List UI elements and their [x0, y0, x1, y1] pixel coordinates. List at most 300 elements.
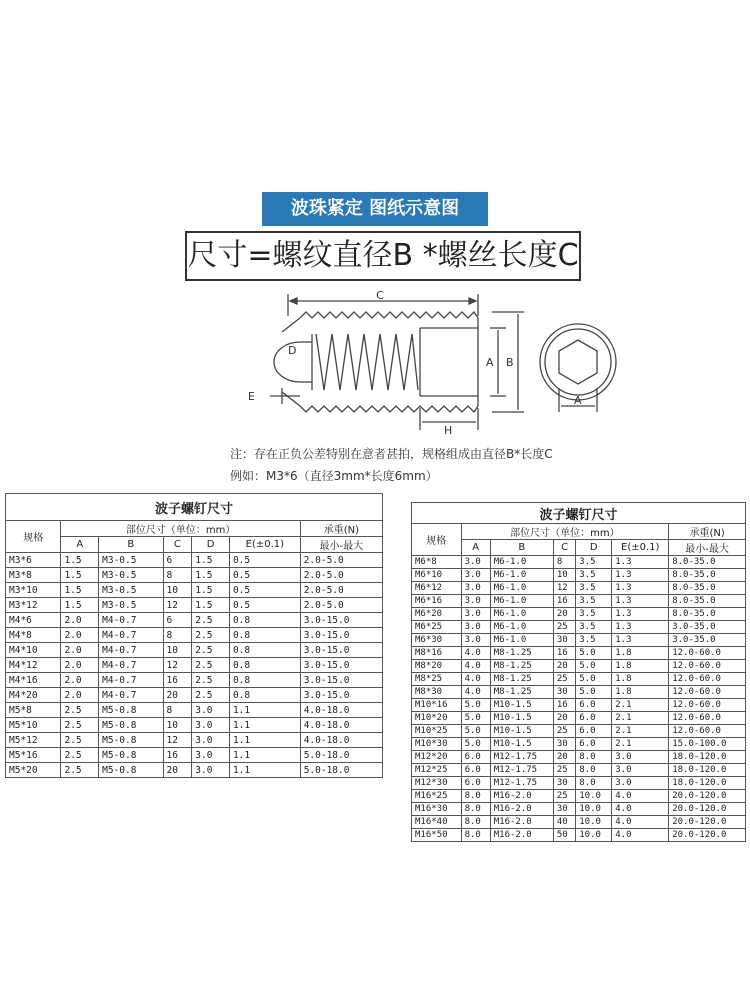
table-cell: 25	[553, 725, 575, 738]
table-cell: M8*20	[412, 660, 462, 673]
table-cell: M5-0.8	[99, 718, 163, 733]
table-cell: 20	[163, 688, 192, 703]
table-cell: 5.0	[461, 738, 490, 751]
table-cell: 0.8	[229, 673, 300, 688]
table-cell: M10*30	[412, 738, 462, 751]
table-cell: 0.8	[229, 628, 300, 643]
label-h: H	[444, 424, 453, 437]
table-cell: 2.0-5.0	[300, 553, 382, 568]
table-row	[6, 763, 383, 778]
table-cell: M4*10	[6, 643, 61, 658]
table-cell: 8.0	[576, 764, 612, 777]
table-cell: 2.5	[61, 748, 99, 763]
spec-table-right	[411, 502, 746, 842]
table-cell: 0.8	[229, 688, 300, 703]
table-cell: 1.8	[612, 686, 669, 699]
table-cell: 8	[163, 703, 192, 718]
table-cell: 15.0-100.0	[669, 738, 746, 751]
table-cell: 0.8	[229, 658, 300, 673]
table-cell: M16-2.0	[490, 790, 553, 803]
table-row	[412, 608, 746, 621]
table-cell: 8	[163, 628, 192, 643]
table-cell: 40	[553, 816, 575, 829]
table-cell: 3.0	[461, 634, 490, 647]
table-cell: M6*8	[412, 556, 462, 569]
note-line-1: 注：存在正负公差特别在意者甚拍，规格组成由直径B*长度C	[230, 447, 553, 461]
table-row	[412, 725, 746, 738]
table-cell: M16*30	[412, 803, 462, 816]
header-spec: 规格	[412, 524, 462, 556]
table-cell: 12.0-60.0	[669, 686, 746, 699]
table-row	[6, 688, 383, 703]
table-cell: 8.0	[461, 790, 490, 803]
size-formula: 尺寸=螺纹直径B *螺丝长度C	[185, 231, 581, 281]
table-cell: 2.5	[61, 733, 99, 748]
table-cell: 10.0	[576, 829, 612, 842]
table-row	[412, 829, 746, 842]
table-cell: 50	[553, 829, 575, 842]
table-cell: 5.0	[576, 686, 612, 699]
table-cell: M4-0.7	[99, 673, 163, 688]
table-cell: M3-0.5	[99, 598, 163, 613]
table-cell: 3.0	[192, 703, 230, 718]
table-cell: 3.5	[576, 556, 612, 569]
table-cell: M8-1.25	[490, 660, 553, 673]
table-cell: 8.0	[461, 803, 490, 816]
table-cell: M10*25	[412, 725, 462, 738]
table-cell: 25	[553, 790, 575, 803]
table-cell: M6-1.0	[490, 582, 553, 595]
header-group: 部位尺寸（单位：mm）	[61, 521, 300, 537]
table-row	[412, 621, 746, 634]
table-cell: M4-0.7	[99, 628, 163, 643]
table-row	[6, 703, 383, 718]
table-row	[412, 803, 746, 816]
table-cell: 2.5	[61, 703, 99, 718]
column-header: A	[461, 540, 490, 556]
table-cell: 2.5	[192, 658, 230, 673]
table-cell: 4.0	[461, 686, 490, 699]
table-row	[412, 712, 746, 725]
table-cell: 10.0	[576, 803, 612, 816]
table-cell: M10*16	[412, 699, 462, 712]
table-cell: 1.3	[612, 634, 669, 647]
table-cell: 12	[163, 598, 192, 613]
table-cell: 30	[553, 686, 575, 699]
table-cell: 1.3	[612, 621, 669, 634]
table-cell: M12*30	[412, 777, 462, 790]
table-cell: 12.0-60.0	[669, 660, 746, 673]
table-cell: 20.0-120.0	[669, 803, 746, 816]
table-cell: M16-2.0	[490, 803, 553, 816]
table-row	[6, 553, 383, 568]
table-cell: 8	[553, 556, 575, 569]
table-cell: M4*12	[6, 658, 61, 673]
column-header: B	[490, 540, 553, 556]
table-cell: 6.0	[576, 725, 612, 738]
table-cell: 0.5	[229, 583, 300, 598]
table-cell: 3.0-35.0	[669, 621, 746, 634]
column-header: E(±0.1)	[612, 540, 669, 556]
table-cell: M6*12	[412, 582, 462, 595]
table-cell: 12.0-60.0	[669, 725, 746, 738]
table-cell: 1.1	[229, 703, 300, 718]
table-cell: 20	[553, 608, 575, 621]
table-cell: 20	[553, 660, 575, 673]
table-cell: 8.0	[461, 816, 490, 829]
table-cell: 3.0	[612, 777, 669, 790]
table-cell: 8.0-35.0	[669, 569, 746, 582]
table-cell: 8.0-35.0	[669, 582, 746, 595]
table-cell: 6.0	[461, 777, 490, 790]
table-cell: 2.0-5.0	[300, 583, 382, 598]
table-cell: 16	[553, 699, 575, 712]
table-cell: M8-1.25	[490, 673, 553, 686]
table-cell: M16*40	[412, 816, 462, 829]
table-cell: 2.5	[192, 613, 230, 628]
table-cell: M6-1.0	[490, 595, 553, 608]
table-cell: 1.8	[612, 660, 669, 673]
table-cell: 10	[163, 718, 192, 733]
column-header: C	[163, 537, 192, 553]
table-cell: M8-1.25	[490, 647, 553, 660]
table-cell: 2.1	[612, 699, 669, 712]
table-cell: 3.0	[192, 733, 230, 748]
table-cell: M6-1.0	[490, 634, 553, 647]
table-cell: 6	[163, 613, 192, 628]
table-cell: 1.5	[61, 598, 99, 613]
table-cell: 1.5	[61, 583, 99, 598]
table-cell: 4.0	[612, 803, 669, 816]
table-cell: M10-1.5	[490, 699, 553, 712]
table-cell: 6.0	[576, 738, 612, 751]
table-cell: 6	[163, 553, 192, 568]
table-row	[412, 569, 746, 582]
table-cell: 3.0	[612, 764, 669, 777]
table-cell: M8*30	[412, 686, 462, 699]
table-cell: 6.0	[576, 699, 612, 712]
table-cell: 5.0-18.0	[300, 748, 382, 763]
table-cell: 2.5	[192, 628, 230, 643]
table-cell: 30	[553, 738, 575, 751]
table-cell: 12.0-60.0	[669, 647, 746, 660]
table-cell: 3.0-15.0	[300, 673, 382, 688]
table-row	[412, 790, 746, 803]
table-row	[412, 777, 746, 790]
table-cell: M6*30	[412, 634, 462, 647]
table-cell: 3.5	[576, 582, 612, 595]
table-cell: 2.0	[61, 643, 99, 658]
column-header: D	[576, 540, 612, 556]
table-cell: 0.5	[229, 553, 300, 568]
table-cell: M4*6	[6, 613, 61, 628]
table-cell: M4*8	[6, 628, 61, 643]
table-cell: 20	[163, 763, 192, 778]
table-cell: 1.1	[229, 733, 300, 748]
table-cell: 4.0-18.0	[300, 733, 382, 748]
table-cell: 25	[553, 621, 575, 634]
table-cell: 3.5	[576, 569, 612, 582]
table-row	[412, 816, 746, 829]
table-cell: 1.8	[612, 673, 669, 686]
table-cell: 20.0-120.0	[669, 790, 746, 803]
table-cell: M4-0.7	[99, 658, 163, 673]
table-row	[412, 764, 746, 777]
table-cell: 4.0-18.0	[300, 703, 382, 718]
table-cell: M12-1.75	[490, 764, 553, 777]
table-cell: M5-0.8	[99, 703, 163, 718]
label-b: B	[506, 356, 514, 369]
label-d: D	[288, 344, 297, 357]
table-cell: 20.0-120.0	[669, 816, 746, 829]
table-cell: M4-0.7	[99, 643, 163, 658]
table-cell: 5.0	[461, 699, 490, 712]
table-cell: 2.1	[612, 712, 669, 725]
table-cell: M3*8	[6, 568, 61, 583]
table-cell: 3.5	[576, 595, 612, 608]
table-cell: 8.0-35.0	[669, 556, 746, 569]
table-row	[6, 628, 383, 643]
table-cell: 3.5	[576, 634, 612, 647]
table-row	[6, 748, 383, 763]
table-cell: M5*16	[6, 748, 61, 763]
table-cell: M12-1.75	[490, 751, 553, 764]
note-line-2: 例如：M3*6（直径3mm*长度6mm）	[230, 469, 438, 483]
table-cell: 5.0	[461, 725, 490, 738]
table-row	[412, 686, 746, 699]
table-cell: 25	[553, 764, 575, 777]
table-cell: 4.0-18.0	[300, 718, 382, 733]
table-cell: 2.0	[61, 628, 99, 643]
table-cell: M5-0.8	[99, 763, 163, 778]
table-cell: 1.3	[612, 569, 669, 582]
table-cell: M16-2.0	[490, 829, 553, 842]
label-a-end: A	[574, 394, 582, 407]
table-cell: 8.0-35.0	[669, 595, 746, 608]
table-cell: 4.0	[612, 816, 669, 829]
table-cell: 0.8	[229, 613, 300, 628]
table-cell: 10	[163, 643, 192, 658]
spec-table-left	[5, 493, 383, 778]
table-cell: 18.0-120.0	[669, 764, 746, 777]
table-cell: 10	[163, 583, 192, 598]
table-cell: 18.0-120.0	[669, 751, 746, 764]
table-cell: 1.1	[229, 718, 300, 733]
table-cell: 2.0	[61, 658, 99, 673]
header-load: 承重(N)	[669, 524, 746, 540]
table-cell: M6*16	[412, 595, 462, 608]
table-cell: M6-1.0	[490, 556, 553, 569]
table-cell: M3-0.5	[99, 583, 163, 598]
table-row	[412, 751, 746, 764]
table-row	[6, 583, 383, 598]
header-spec: 规格	[6, 521, 61, 553]
table-cell: 2.0	[61, 673, 99, 688]
table-cell: 3.0-15.0	[300, 613, 382, 628]
table-row	[6, 613, 383, 628]
table-cell: M6*25	[412, 621, 462, 634]
table-row	[6, 658, 383, 673]
table-cell: 1.5	[192, 598, 230, 613]
table-cell: 1.1	[229, 763, 300, 778]
table-cell: M3-0.5	[99, 568, 163, 583]
table-row	[6, 568, 383, 583]
header-load: 承重(N)	[300, 521, 382, 537]
table-cell: 6.0	[576, 712, 612, 725]
table-cell: 4.0	[461, 673, 490, 686]
table-row	[412, 556, 746, 569]
table-cell: 1.1	[229, 748, 300, 763]
table-title: 波子螺钉尺寸	[412, 503, 746, 524]
table-cell: M12*20	[412, 751, 462, 764]
banner-title: 波珠紧定 图纸示意图	[262, 192, 488, 226]
table-cell: 12	[163, 658, 192, 673]
table-cell: 12.0-60.0	[669, 712, 746, 725]
table-cell: 0.8	[229, 643, 300, 658]
table-cell: M6*10	[412, 569, 462, 582]
table-cell: 1.5	[61, 553, 99, 568]
table-cell: 0.5	[229, 568, 300, 583]
table-row	[6, 718, 383, 733]
table-cell: 1.5	[192, 583, 230, 598]
table-row	[412, 738, 746, 751]
table-cell: 3.5	[576, 621, 612, 634]
table-row	[412, 582, 746, 595]
column-header: A	[61, 537, 99, 553]
table-cell: 18.0-120.0	[669, 777, 746, 790]
column-header: E(±0.1)	[229, 537, 300, 553]
table-cell: M10*20	[412, 712, 462, 725]
table-cell: M3-0.5	[99, 553, 163, 568]
table-cell: 12.0-60.0	[669, 673, 746, 686]
column-header: C	[553, 540, 575, 556]
table-cell: 4.0	[461, 660, 490, 673]
table-cell: 1.5	[192, 568, 230, 583]
table-cell: M5-0.8	[99, 748, 163, 763]
table-cell: M8*25	[412, 673, 462, 686]
table-cell: M12-1.75	[490, 777, 553, 790]
table-cell: M4*16	[6, 673, 61, 688]
table-cell: 3.0	[461, 569, 490, 582]
table-cell: 3.0	[461, 621, 490, 634]
label-a: A	[486, 356, 494, 369]
table-cell: M6-1.0	[490, 569, 553, 582]
table-cell: 1.8	[612, 647, 669, 660]
table-cell: 3.0	[461, 556, 490, 569]
table-cell: 1.3	[612, 595, 669, 608]
table-cell: M16*25	[412, 790, 462, 803]
table-cell: M10-1.5	[490, 712, 553, 725]
table-cell: 1.3	[612, 556, 669, 569]
table-cell: 20	[553, 751, 575, 764]
table-row	[412, 634, 746, 647]
table-cell: 5.0	[576, 660, 612, 673]
table-cell: 2.1	[612, 725, 669, 738]
table-cell: 12.0-60.0	[669, 699, 746, 712]
table-cell: 30	[553, 634, 575, 647]
table-cell: 3.0-35.0	[669, 634, 746, 647]
table-cell: M12*25	[412, 764, 462, 777]
table-cell: 2.0-5.0	[300, 568, 382, 583]
table-cell: 4.0	[612, 829, 669, 842]
table-cell: 12	[553, 582, 575, 595]
table-cell: 1.5	[192, 553, 230, 568]
table-cell: M3*10	[6, 583, 61, 598]
table-cell: 3.0	[461, 595, 490, 608]
table-cell: 3.0	[192, 718, 230, 733]
table-row	[6, 673, 383, 688]
table-cell: M16*50	[412, 829, 462, 842]
table-cell: 10.0	[576, 816, 612, 829]
table-cell: 1.3	[612, 582, 669, 595]
table-cell: 16	[553, 647, 575, 660]
table-cell: 6.0	[461, 751, 490, 764]
table-cell: 2.5	[192, 643, 230, 658]
table-cell: 30	[553, 803, 575, 816]
table-cell: M10-1.5	[490, 725, 553, 738]
table-row	[412, 647, 746, 660]
table-cell: 20	[553, 712, 575, 725]
table-cell: 2.1	[612, 738, 669, 751]
table-row	[412, 595, 746, 608]
table-cell: 8.0	[461, 829, 490, 842]
table-cell: 3.0-15.0	[300, 688, 382, 703]
table-cell: 8.0	[576, 751, 612, 764]
table-cell: 4.0	[612, 790, 669, 803]
label-e: E	[248, 390, 255, 403]
table-cell: 20.0-120.0	[669, 829, 746, 842]
table-cell: 6.0	[461, 764, 490, 777]
label-c: C	[376, 289, 384, 302]
table-cell: M6-1.0	[490, 608, 553, 621]
table-cell: 30	[553, 777, 575, 790]
table-cell: 3.0	[461, 608, 490, 621]
table-cell: 25	[553, 673, 575, 686]
column-header: D	[192, 537, 230, 553]
table-cell: 16	[163, 673, 192, 688]
table-cell: 2.5	[61, 718, 99, 733]
table-row	[412, 660, 746, 673]
table-cell: 5.0	[576, 673, 612, 686]
table-cell: M10-1.5	[490, 738, 553, 751]
table-cell: 2.0-5.0	[300, 598, 382, 613]
table-cell: 3.0	[192, 748, 230, 763]
technical-drawing	[230, 288, 630, 438]
table-cell: 4.0	[461, 647, 490, 660]
table-cell: 8	[163, 568, 192, 583]
table-cell: M5*8	[6, 703, 61, 718]
table-cell: 3.0-15.0	[300, 628, 382, 643]
table-cell: 10	[553, 569, 575, 582]
table-cell: 12	[163, 733, 192, 748]
table-cell: M5-0.8	[99, 733, 163, 748]
table-row	[6, 598, 383, 613]
table-cell: M4-0.7	[99, 613, 163, 628]
table-cell: M6-1.0	[490, 621, 553, 634]
table-cell: 3.0	[192, 763, 230, 778]
table-cell: 8.0	[576, 777, 612, 790]
table-cell: 16	[553, 595, 575, 608]
table-cell: 2.0	[61, 613, 99, 628]
table-row	[6, 643, 383, 658]
table-cell: M16-2.0	[490, 816, 553, 829]
table-cell: M4-0.7	[99, 688, 163, 703]
header-group: 部位尺寸（单位：mm）	[461, 524, 669, 540]
table-cell: 3.0-15.0	[300, 658, 382, 673]
column-header: 最小-最大	[669, 540, 746, 556]
table-cell: M5*12	[6, 733, 61, 748]
table-cell: M3*12	[6, 598, 61, 613]
